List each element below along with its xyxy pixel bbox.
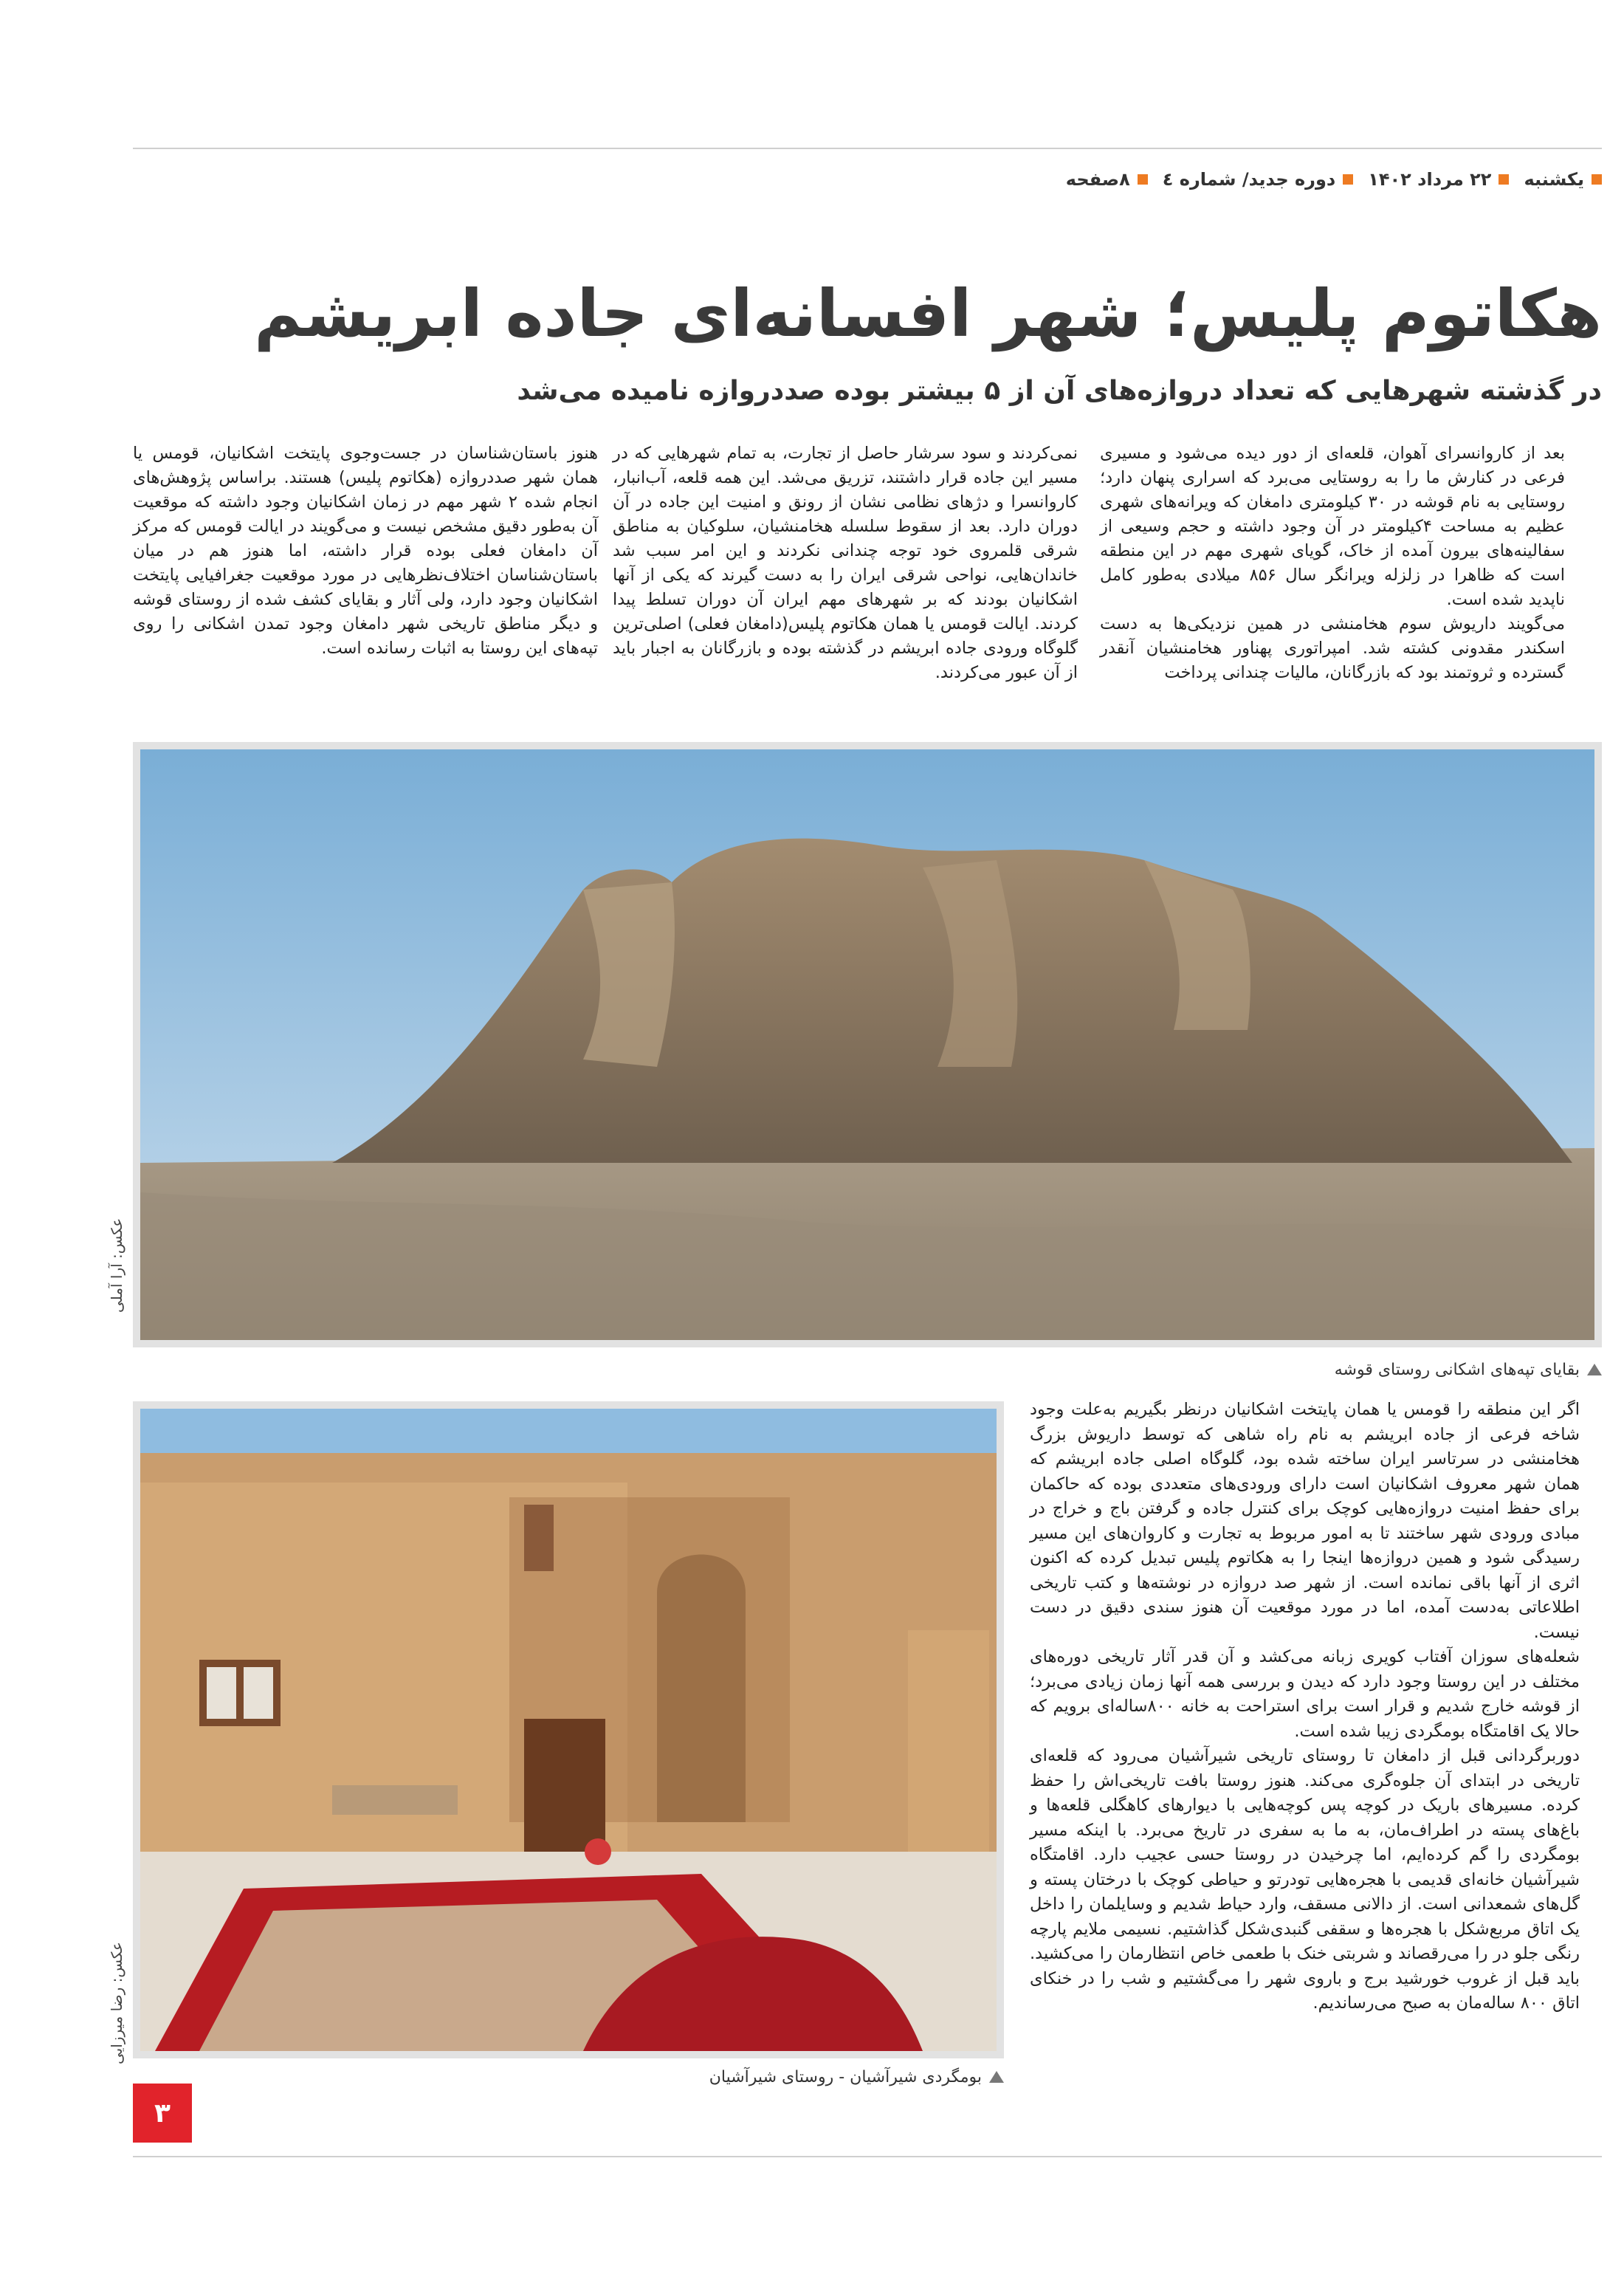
- article-title: هکاتوم پلیس؛ شهر افسانه‌ای جاده ابریشم: [254, 275, 1602, 351]
- column-left: [133, 442, 598, 722]
- column-right: [1100, 442, 1565, 722]
- paragraph: اگر این منطقه را قومس یا همان پایتخت اشکانیان درنظر بگیریم به‌علت وجود شاخه فرعی از جاده ابریشم به نام راه شاهی که توسط داریوش بزرگ هخامنشی در سرتاسر ایران ساخته شده بود، گلوگاه اصلی جاده ابریشم که همان شهر معروف اشکانیان است دارای ورودی‌های متعددی بوده که حاکمان برای حفظ امنیت دروازه‌هایی کوچک برای کنترل جاده و گرفتن باج و خراج در مبادی ورودی شهر ساختند تا به امور مربوط به تجارت و کاروان‌های این مسیر رسیدگی شود و همین دروازه‌ها اینجا را به هکاتوم پلیس تبدیل کرده که اکنون اثری از آنها باقی نمانده است. از شهر صد دروازه در نوشته‌ها و کتب تاریخی اطلاعاتی به‌دست آمده، اما در مورد موقعیت آن هنوز سندی دقیق در دست نیست.: [1030, 1400, 1580, 1642]
- photo2-caption: بومگردی شیرآشیان - روستای شیرآشیان: [517, 2062, 1004, 2092]
- photo-qushe-mound: [133, 742, 1602, 1347]
- top-rule: [133, 148, 1602, 149]
- bullet-icon: [1343, 174, 1353, 185]
- header-edition: دوره جدید/ شماره ٤: [1163, 169, 1353, 190]
- caption-triangle-icon: [989, 2071, 1004, 2083]
- article-subtitle: در گذشته شهرهایی که تعداد دروازه‌های آن از ۵ بیشتر بوده صددروازه نامیده می‌شد: [517, 376, 1602, 406]
- paragraph: بعد از کاروانسرای آهوان، قلعه‌ای از دور دیده می‌شود و مسیری فرعی در کنارش ما را به روستایی می‌برد که اسراری پنهان دارد؛ روستایی به نام قوشه در ۳۰ کیلومتری دامغان که ویرانه‌های شهری عظیم به مساحت ۴کیلومتر در آن وجود داشته و حجم وسیعی از سفالینه‌های بیرون آمده از خاک، گویای شهری مهم در این منطقه است که ظاهرا در زلزله ویرانگر سال ۸۵۶ میلادی به‌طور کامل ناپدید شده است.: [1100, 444, 1565, 609]
- header-date: ۲۲ مرداد ۱۴۰۲: [1368, 169, 1509, 190]
- photo-shirashian-courtyard: [133, 1401, 1004, 2058]
- paragraph: نمی‌کردند و سود سرشار حاصل از تجارت، به تمام شهرهایی که در مسیر این جاده قرار داشتند، تزریق می‌شد. این همه قلعه، آب‌انبار، کاروانسرا و دژهای نظامی نشان از رونق و امنیت این جاده در آن دوران دارد. بعد از سقوط سلسله هخامنشیان، سلوکیان به مناطق شرقی قلمروی خود توجه چندانی نکردند و این امر سبب شد خاندان‌هایی، نواحی شرقی ایران را به دست گیرند که یکی از آنها اشکانیان بودند که بر شهرهای مهم ایران آن دوران تسلط پیدا کردند. ایالت قومس یا همان هکاتوم پلیس(دامغان فعلی) اصلی‌ترین گلوگاه ورودی جاده ابریشم در گذشته بوده و بازرگانان به اجبار باید از آن عبور می‌کردند.: [613, 444, 1078, 682]
- photo2-credit: عکس: رضا میرزایی: [108, 1942, 125, 2064]
- paragraph: شعله‌های سوزان آفتاب کویری زبانه می‌کشد و آن قدر آثار تاریخی دوره‌های مختلف در این روستا وجود دارد که دیدن و بررسی همه آنها زمان زیادی می‌برد؛ از قوشه خارج شدیم و قرار است برای استراحت به خانه ۸۰۰ساله‌ای برویم که حالا یک اقامتگاه بومگردی زیبا شده است.: [1030, 1647, 1580, 1741]
- page-number: ۳: [133, 2084, 192, 2143]
- bottom-rule: [133, 2156, 1602, 2157]
- courtyard-image: [140, 1409, 997, 2051]
- photo1-caption: بقایای تپه‌های اشکانی روستای قوشه: [664, 1355, 1602, 1384]
- header-day: یکشنبه: [1524, 169, 1602, 190]
- column-middle: [613, 442, 1078, 722]
- bullet-icon: [1138, 174, 1148, 185]
- bullet-icon: [1592, 174, 1602, 185]
- caption-triangle-icon: [1587, 1364, 1602, 1375]
- paragraph: هنوز باستان‌شناسان در جست‌وجوی پایتخت اشکانیان، قومس یا همان شهر صددروازه (هکاتوم پلیس) هستند. براساس پژوهش‌های انجام شده ۲ شهر مهم در زمان اشکانیان وجود داشته که موقعیت آن به‌طور دقیق مشخص نیست و می‌گویند در ایالت قومس که مرکز آن دامغان فعلی بوده قرار داشته، اما هنوز هم در میان باستان‌شناسان اختلاف‌نظرهایی در مورد موقعیت جغرافیایی پایتخت اشکانیان وجود دارد، ولی آثار و بقایای کشف شده از روستای قوشه و دیگر مناطق تاریخی شهر دامغان وجود تمدن اشکانی را روی تپه‌های این روستا به اثبات رسانده است.: [133, 444, 598, 658]
- mound-landscape-image: [140, 749, 1594, 1340]
- bullet-icon: [1499, 174, 1509, 185]
- column-bottom-right: [1030, 1398, 1580, 2143]
- photo1-credit: عکس: آرا آملی: [108, 1218, 125, 1313]
- paragraph: دوربرگردانی قبل از دامغان تا روستای تاریخی شیرآشیان می‌رود که قلعه‌ای تاریخی در ابتدای آن جلوه‌گری می‌کند. هنوز روستا بافت تاریخی‌اش را حفظ کرده. مسیرهای باریک در کوچه پس کوچه‌هایی با دیوارهای کاهگلی قلعه‌ها و باغ‌های پسته در اطراف‌مان، به ما به سفری در تاریخ می‌برد. با اینکه مسیر بومگردی را گم کرده‌ایم، اما چرخیدن در روستا حسی عجیب دارد. اقامتگاه شیرآشیان خانه‌ای قدیمی با هجره‌هایی تودرتو و حیاطی کوچک با درختان پسته و گل‌های شمعدانی است. از دالانی مسقف، وارد حیاط شدیم و وسایلمان را داخل یک اتاق مربع‌شکل با هجره‌ها و سقفی گنبدی‌شکل گذاشتیم. نسیمی ملایم پارچه رنگی جلو در را می‌رقصاند و شربتی خنک با طعمی خاص انتظارمان را می‌کشید. باید قبل از غروب خورشید برج و باروی شهر را می‌گشتیم و شب را در خنکای اتاق ۸۰۰ ساله‌مان به صبح می‌رساندیم.: [1030, 1746, 1580, 2013]
- header-bar: [133, 161, 1602, 198]
- paragraph: می‌گویند داریوش سوم هخامنشی در همین نزدیکی‌ها به دست اسکندر مقدونی کشته شد. امپراتوری پهناور هخامنشیان آنقدر گسترده و ثروتمند بود که بازرگانان، مالیات چندانی پرداخت: [1100, 614, 1565, 682]
- header-pages: ۸صفحه: [1066, 169, 1148, 190]
